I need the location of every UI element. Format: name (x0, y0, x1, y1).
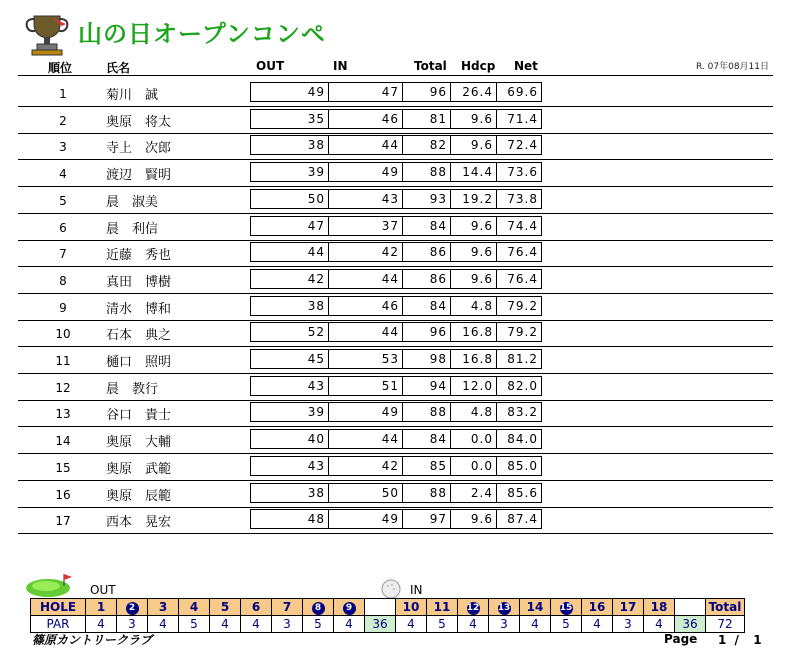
hole-cell (551, 599, 582, 616)
total-cell: 81 (403, 110, 451, 128)
par-cell: 3 (117, 616, 148, 633)
score-cells (250, 509, 542, 529)
total-cell: 88 (403, 163, 451, 181)
par-cell: 5 (551, 616, 582, 633)
total-cell: 96 (403, 83, 451, 101)
rank-cell: 16 (55, 487, 71, 502)
score-cells (250, 162, 542, 182)
hole-cell: 5 (210, 599, 241, 616)
hdcp-cell: 19.2 (451, 190, 497, 208)
score-cells (250, 349, 542, 369)
name-cell: 奥原 将太 (106, 114, 172, 130)
hdcp-cell: 9.6 (451, 136, 497, 154)
out-cell: 43 (251, 457, 329, 475)
header-in: IN (333, 59, 348, 73)
hdcp-cell: 4.8 (451, 403, 497, 421)
hole-number-circled: 9 (343, 602, 356, 615)
hole-cell: 17 (613, 599, 644, 616)
hole-cell: 4 (179, 599, 210, 616)
total-par-cell: 72 (706, 616, 745, 633)
rank-cell: 3 (59, 140, 67, 155)
rank-cell: 1 (59, 87, 67, 101)
score-cells (250, 456, 542, 476)
score-cells (250, 189, 542, 209)
out-cell: 49 (251, 83, 329, 101)
header-out: OUT (256, 59, 285, 73)
par-cell: 4 (148, 616, 179, 633)
in-cell: 49 (329, 510, 403, 528)
hole-cell: 1 (86, 599, 117, 616)
hole-cell: 18 (644, 599, 675, 616)
in-cell: 47 (329, 83, 403, 101)
name-cell: 樋口 照明 (106, 355, 172, 370)
total-cell: 86 (403, 243, 451, 261)
rank-cell: 17 (55, 514, 71, 529)
name-cell: 真田 博樹 (106, 274, 172, 290)
par-cell: 3 (489, 616, 520, 633)
name-cell: 奥原 武範 (106, 461, 172, 477)
total-cell: 84 (403, 217, 451, 235)
score-cells (250, 429, 542, 449)
score-cells (250, 242, 542, 262)
rank-cell: 9 (59, 300, 67, 315)
score-cells (250, 109, 542, 129)
hdcp-cell: 16.8 (451, 323, 497, 341)
total-cell: 86 (403, 270, 451, 288)
hdcp-cell: 9.6 (451, 510, 497, 528)
out-cell: 40 (251, 430, 329, 448)
par-cell: 4 (210, 616, 241, 633)
header-hdcp: Hdcp (461, 59, 496, 73)
score-cells (250, 269, 542, 289)
hole-cell (489, 599, 520, 616)
name-cell: 奥原 大輔 (106, 435, 172, 451)
net-cell: 79.2 (507, 325, 538, 340)
table-row (18, 294, 773, 321)
hole-cell (117, 599, 148, 616)
out-cell: 43 (251, 377, 329, 395)
total-cell: 94 (403, 377, 451, 395)
rank-cell: 5 (59, 193, 67, 208)
score-cells (250, 216, 542, 236)
out-cell: 44 (251, 243, 329, 261)
net-cell: 69.6 (507, 85, 538, 99)
net-cell: 76.4 (507, 271, 538, 286)
trophy-icon (22, 14, 72, 56)
hdcp-cell: 9.6 (451, 270, 497, 288)
rank-cell: 8 (59, 273, 67, 288)
name-cell: 寺上 次郎 (106, 141, 172, 157)
table-row (18, 320, 773, 347)
name-cell: 渡辺 賢明 (106, 168, 172, 184)
in-label: IN (410, 583, 423, 597)
hdcp-cell: 9.6 (451, 217, 497, 235)
total-cell: 84 (403, 430, 451, 448)
net-cell: 73.6 (507, 165, 538, 180)
rank-cell: 13 (55, 407, 71, 422)
par-cell: 4 (396, 616, 427, 633)
name-cell: 晨 淑美 (106, 194, 159, 210)
hdcp-cell: 4.8 (451, 297, 497, 315)
name-cell: 奥原 辰範 (106, 488, 172, 504)
out-cell: 45 (251, 350, 329, 368)
in-cell: 44 (329, 323, 403, 341)
rank-cell: 4 (59, 167, 67, 182)
par-cell: 3 (272, 616, 303, 633)
golf-green-icon (24, 572, 76, 598)
hole-cell: 10 (396, 599, 427, 616)
out-cell: 50 (251, 190, 329, 208)
page-current: 1 (718, 633, 729, 647)
out-cell: 38 (251, 297, 329, 315)
in-cell: 49 (329, 403, 403, 421)
score-cells (250, 376, 542, 396)
par-cell: 5 (179, 616, 210, 633)
out-cell: 38 (251, 484, 329, 502)
net-cell: 76.4 (507, 245, 538, 260)
table-row (18, 187, 773, 214)
table-row (18, 427, 773, 454)
net-cell: 84.0 (507, 432, 538, 447)
rank-cell: 7 (59, 247, 67, 262)
table-row (18, 240, 773, 267)
out-sum-header-cell (365, 599, 396, 616)
par-cell: 4 (458, 616, 489, 633)
name-cell: 清水 博和 (106, 301, 172, 317)
in-cell: 50 (329, 484, 403, 502)
table-row (18, 133, 773, 160)
table-row (18, 267, 773, 294)
in-cell: 43 (329, 190, 403, 208)
in-cell: 42 (329, 457, 403, 475)
net-cell: 71.4 (507, 111, 538, 126)
in-cell: 42 (329, 243, 403, 261)
out-cell: 47 (251, 217, 329, 235)
par-cell: 4 (334, 616, 365, 633)
table-row (18, 214, 773, 241)
total-cell: 88 (403, 484, 451, 502)
in-cell: 53 (329, 350, 403, 368)
score-cells (250, 483, 542, 503)
name-cell: 谷口 貴士 (106, 408, 172, 424)
out-cell: 39 (251, 403, 329, 421)
par-cell: 4 (582, 616, 613, 633)
table-row (18, 347, 773, 374)
par-cell: 4 (86, 616, 117, 633)
total-cell: 84 (403, 297, 451, 315)
page-number (718, 633, 764, 647)
hdcp-cell: 26.4 (451, 83, 497, 101)
hdcp-cell: 0.0 (451, 430, 497, 448)
score-cells (250, 82, 542, 102)
hole-cell: 6 (241, 599, 272, 616)
page-separator: / (734, 633, 741, 647)
name-cell: 菊川 誠 (106, 88, 159, 103)
hole-number-circled: 12 (466, 603, 480, 613)
table-row (18, 481, 773, 508)
net-cell: 87.4 (507, 512, 538, 527)
table-row (18, 374, 773, 401)
in-cell: 37 (329, 217, 403, 235)
date-label: R. 07年08月11日 (695, 62, 769, 72)
par-cell: 4 (241, 616, 272, 633)
net-cell: 79.2 (507, 298, 538, 313)
table-row (18, 400, 773, 427)
out-par-sum-cell: 36 (365, 616, 396, 633)
out-cell: 48 (251, 510, 329, 528)
par-cell: 3 (613, 616, 644, 633)
hdcp-cell: 12.0 (451, 377, 497, 395)
score-cells (250, 402, 542, 422)
hdcp-cell: 2.4 (451, 484, 497, 502)
hole-label-cell: HOLE (31, 599, 86, 616)
net-cell: 72.4 (507, 138, 538, 153)
hole-cell: 11 (427, 599, 458, 616)
par-cell: 4 (520, 616, 551, 633)
in-cell: 44 (329, 136, 403, 154)
total-cell: 93 (403, 190, 451, 208)
hole-par-table (30, 598, 745, 633)
course-name: 篠原カントリークラブ (32, 633, 153, 647)
hole-cell (458, 599, 489, 616)
in-cell: 46 (329, 110, 403, 128)
par-cell: 4 (644, 616, 675, 633)
out-cell: 38 (251, 136, 329, 154)
in-cell: 46 (329, 297, 403, 315)
hole-cell: 7 (272, 599, 303, 616)
table-row (18, 454, 773, 481)
rank-cell: 10 (55, 327, 71, 342)
out-cell: 35 (251, 110, 329, 128)
name-cell: 晨 利信 (106, 221, 159, 237)
hole-cell (334, 599, 365, 616)
rank-cell: 14 (55, 434, 71, 449)
in-cell: 49 (329, 163, 403, 181)
rank-cell: 2 (59, 113, 67, 128)
table-row (18, 507, 773, 534)
name-cell: 近藤 秀也 (106, 248, 172, 264)
net-cell: 74.4 (507, 218, 538, 233)
header-net: Net (514, 59, 538, 73)
par-cell: 5 (427, 616, 458, 633)
name-cell: 石本 典之 (106, 328, 172, 344)
name-cell: 西本 晃宏 (106, 515, 172, 531)
hdcp-cell: 16.8 (451, 350, 497, 368)
score-cells (250, 135, 542, 155)
total-cell: 96 (403, 323, 451, 341)
total-cell: 88 (403, 403, 451, 421)
hole-number-circled: 13 (497, 603, 511, 613)
in-cell: 44 (329, 430, 403, 448)
net-cell: 85.0 (507, 458, 538, 473)
out-cell: 42 (251, 270, 329, 288)
net-cell: 82.0 (507, 378, 538, 393)
page-title: 山の日オープンコンペ (78, 20, 326, 48)
hole-cell: 16 (582, 599, 613, 616)
score-cells (250, 322, 542, 342)
hdcp-cell: 9.6 (451, 243, 497, 261)
total-cell: 82 (403, 136, 451, 154)
net-cell: 81.2 (507, 352, 538, 366)
out-cell: 52 (251, 323, 329, 341)
hole-number-circled: 8 (312, 602, 325, 615)
par-label-cell: PAR (31, 616, 86, 633)
rank-cell: 15 (55, 460, 71, 475)
hole-cell: 3 (148, 599, 179, 616)
hdcp-cell: 9.6 (451, 110, 497, 128)
table-row (18, 107, 773, 134)
header-name: 氏名 (106, 61, 131, 75)
page-total: 1 (753, 633, 764, 647)
out-cell: 39 (251, 163, 329, 181)
total-label-cell: Total (706, 599, 745, 616)
rank-cell: 6 (59, 220, 67, 235)
in-sum-header-cell (675, 599, 706, 616)
total-cell: 85 (403, 457, 451, 475)
net-cell: 83.2 (507, 405, 538, 420)
rank-cell: 11 (55, 354, 71, 368)
in-par-sum-cell: 36 (675, 616, 706, 633)
score-cells (250, 296, 542, 316)
hole-number-circled: 2 (126, 602, 139, 615)
header-rank: 順位 (48, 61, 73, 75)
in-cell: 44 (329, 270, 403, 288)
hdcp-cell: 0.0 (451, 457, 497, 475)
total-cell: 98 (403, 350, 451, 368)
hole-cell (303, 599, 334, 616)
in-cell: 51 (329, 377, 403, 395)
total-cell: 97 (403, 510, 451, 528)
par-cell: 5 (303, 616, 334, 633)
net-cell: 85.6 (507, 485, 538, 500)
net-cell: 73.8 (507, 191, 538, 206)
hole-cell: 14 (520, 599, 551, 616)
header-divider (18, 75, 773, 76)
header-total: Total (414, 59, 447, 73)
hole-number-circled: 15 (559, 603, 573, 613)
table-row (18, 80, 773, 107)
page-label: Page (664, 632, 698, 646)
out-label: OUT (90, 583, 116, 597)
rank-cell: 12 (55, 380, 71, 395)
name-cell: 晨 教行 (106, 381, 159, 397)
table-row (18, 160, 773, 187)
hdcp-cell: 14.4 (451, 163, 497, 181)
